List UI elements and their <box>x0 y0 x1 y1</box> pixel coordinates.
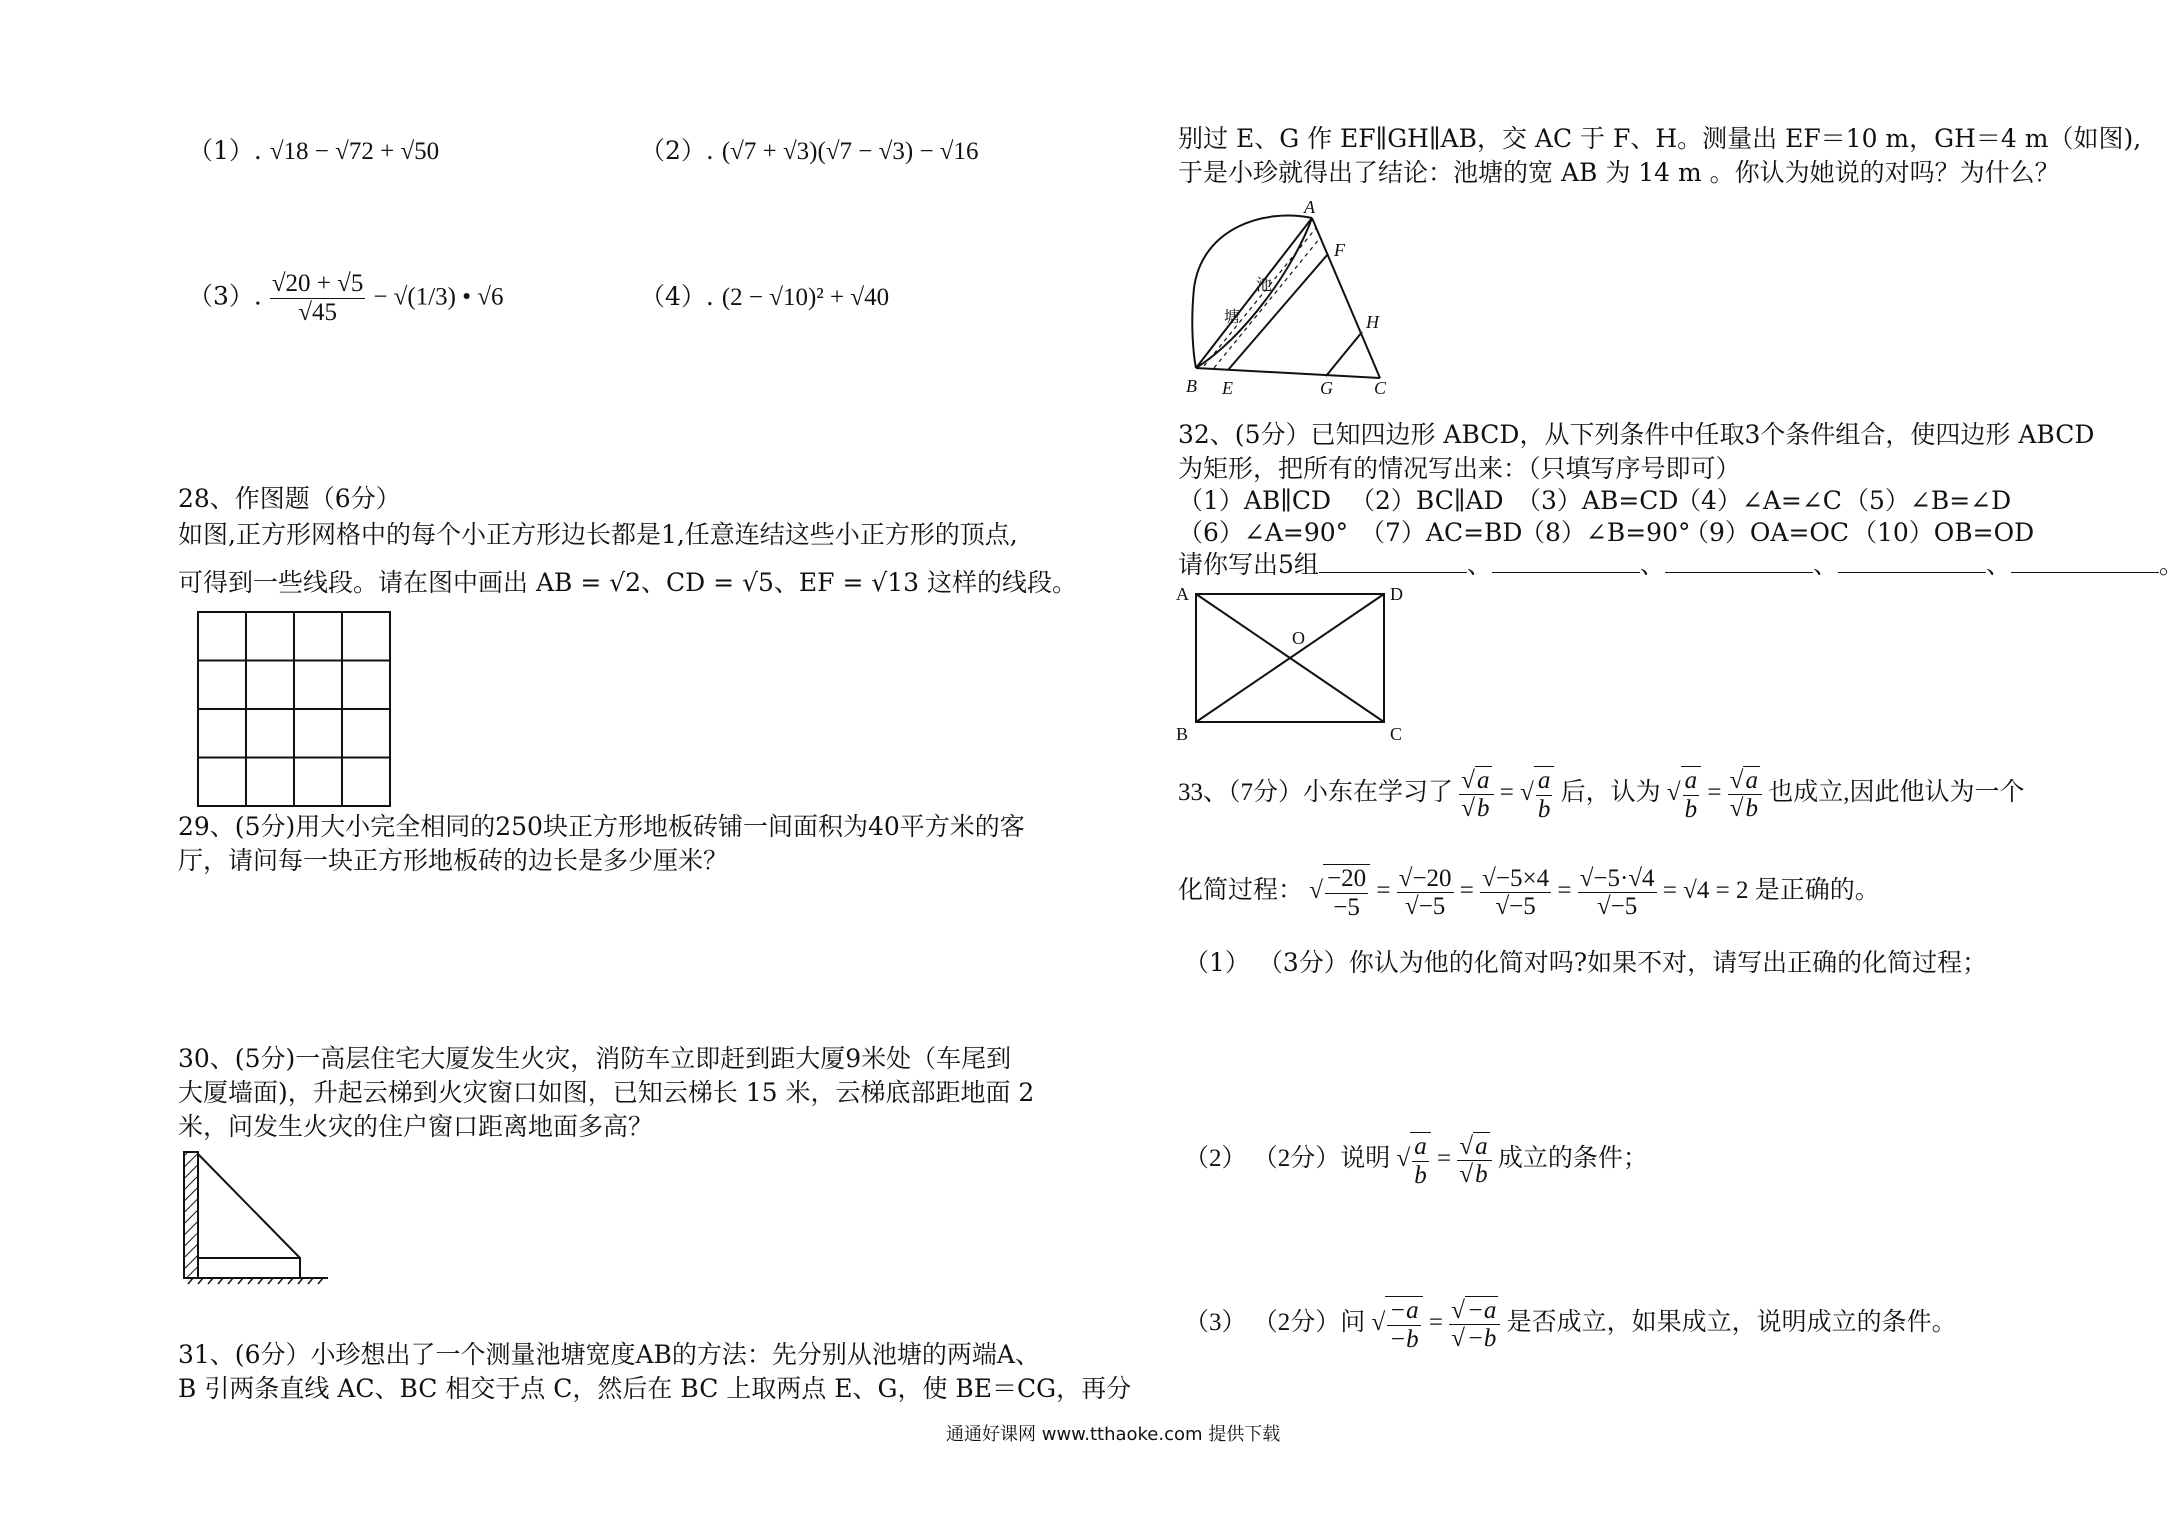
point-f-label: F <box>1334 240 1345 260</box>
part-2-fraction: $\frac{√a}{√b}$ <box>1457 1133 1491 1189</box>
problem-1-expression: √18 − √72 + √50 <box>269 138 440 165</box>
q32-condition-6: （6）∠A=90° <box>1178 518 1349 547</box>
pond-label-1: 池 <box>1256 277 1273 294</box>
simplify-step-2: $\frac{√-20}{√-5}$ <box>1398 864 1452 920</box>
q31-line-1: 31、(6分）小珍想出了一个测量池塘宽度AB的方法：先分别从池塘的两端A、 <box>178 1340 1040 1369</box>
q33-simplification: 化简过程： √ $\frac{-20}{-5}$ = $\frac{√-20}{√-5}$ = $\frac{√-5\times 4}{√-5}$ = $\frac{√-5\cdot√4}{√-5}$ = √4 = 2 是正确的。 <box>1178 864 1880 921</box>
separator: 、 <box>1639 550 1665 579</box>
separator: 、 <box>1812 550 1838 579</box>
q33-intro-1: 33、（7分）小东在学习了 <box>1178 779 1454 807</box>
q28-line-1: 如图,正方形网格中的每个小正方形边长都是1,任意连结这些小正方形的顶点, <box>178 520 1018 549</box>
answer-blank-2[interactable] <box>1492 552 1640 573</box>
part-3-suffix: 是否成立，如果成立，说明成立的条件。 <box>1506 1309 1957 1337</box>
simplify-label: 化简过程： <box>1178 877 1304 905</box>
q33-intro-3: 也成立,因此他认为一个 <box>1768 779 2025 807</box>
q32-condition-1: （1）AB∥CD <box>1178 486 1332 515</box>
pond-figure <box>1184 198 1406 398</box>
q29-line-2: 厅，请问每一块正方形地板砖的边长是多少厘米？ <box>178 846 729 875</box>
part-2-prefix: （2） （2分）说明 <box>1184 1145 1391 1173</box>
sqrt-fraction-a-over-b-2: $\frac{a}{b}$ <box>1681 766 1702 823</box>
point-e-label: E <box>1222 378 1233 398</box>
problem-1-label: （1）. <box>188 136 262 165</box>
fire-ladder-figure <box>180 1148 332 1286</box>
vertex-b-label: B <box>1176 724 1189 744</box>
q33-part-2: （2） （2分）说明 √ $\frac{a}{b}$ = $\frac{√a}{√b}$ 成立的条件； <box>1184 1132 1648 1189</box>
part-2-sqrt-fraction: $\frac{a}{b}$ <box>1410 1132 1431 1189</box>
problem-3-denominator: √45 <box>298 298 337 326</box>
problem-1 <box>188 136 439 167</box>
point-c-label: C <box>1374 378 1387 398</box>
q29-line-1: 29、(5分)用大小完全相同的250块正方形地板砖铺一间面积为40平方米的客 <box>178 812 1025 841</box>
simplify-step-3: $\frac{√-5\times 4}{√-5}$ <box>1482 864 1550 920</box>
period: 。 <box>2158 550 2184 579</box>
vertex-a-label: A <box>1176 584 1189 604</box>
problem-3 <box>188 270 503 326</box>
q33-intro: 33、（7分）小东在学习了 $\frac{√a}{√b}$ = √ $\frac{a}{b}$ 后，认为 √ $\frac{a}{b}$ = $\frac{√a}{√b}$ 也成立,因此他认为一个 <box>1178 766 2025 823</box>
problem-3-numerator: √20 + √5 <box>271 270 364 297</box>
q30-line-3: 米，问发生火灾的住户窗口距离地面多高？ <box>178 1112 654 1141</box>
answer-blank-5[interactable] <box>2011 552 2159 573</box>
problem-4-expression: (2 − √10)² + √40 <box>721 284 890 311</box>
problem-3-rest: − √(1/3) • √6 <box>373 283 504 311</box>
q32-line-2: 为矩形，把所有的情况写出来：（只填写序号即可） <box>1178 454 1741 483</box>
part-3-sqrt-fraction: $\frac{-a}{-b}$ <box>1385 1296 1422 1353</box>
vertex-c-label: C <box>1390 724 1403 744</box>
q32-condition-7: （7）AC=BD <box>1360 518 1523 547</box>
q28-title: 28、作图题（6分） <box>178 484 401 513</box>
q33-intro-2: 后，认为 <box>1560 779 1661 807</box>
problem-4-label: （4）. <box>640 282 714 311</box>
separator: 、 <box>1985 550 2011 579</box>
q33-part-3: （3） （2分）问 √ $\frac{-a}{-b}$ = $\frac{√-a}{√-b}$ 是否成立，如果成立，说明成立的条件。 <box>1184 1296 1957 1353</box>
footer: 通通好课网 www.tthaoke.com 提供下载 <box>946 1424 1281 1445</box>
simplify-step-1: $\frac{-20}{-5}$ <box>1323 864 1370 921</box>
problem-2 <box>640 136 979 167</box>
point-a-label: A <box>1304 197 1315 217</box>
problem-2-expression: (√7 + √3)(√7 − √3) − √16 <box>721 138 979 165</box>
q28-line-2: 可得到一些线段。请在图中画出 AB = √2、CD = √5、EF = √13 这样的线段。 <box>178 568 1078 597</box>
square-grid-figure <box>196 610 392 808</box>
point-b-label: B <box>1186 376 1197 396</box>
point-g-label: G <box>1320 378 1333 398</box>
fraction-sqrt-a-over-sqrt-b-2: $\frac{√a}{√b}$ <box>1728 767 1762 823</box>
q32-line-1: 32、(5分）已知四边形 ABCD，从下列条件中任取3个条件组合，使四边形 ABCD <box>1178 420 2095 449</box>
problem-3-label: （3）. <box>188 281 262 311</box>
separator: 、 <box>1466 550 1492 579</box>
answer-blank-3[interactable] <box>1665 552 1813 573</box>
q31-line-2: B 引两条直线 AC、BC 相交于点 C，然后在 BC 上取两点 E、G，使 BE＝CG，再分 <box>178 1374 1132 1403</box>
sqrt-fraction-a-over-b: $\frac{a}{b}$ <box>1534 766 1555 823</box>
q31-line-4: 于是小珍就得出了结论：池塘的宽 AB 为 14 m 。你认为她说的对吗？为什么？ <box>1178 158 2060 187</box>
vertex-d-label: D <box>1390 584 1403 604</box>
point-h-label: H <box>1366 312 1379 332</box>
q30-line-1: 30、(5分)一高层住宅大厦发生火灾，消防车立即赶到距大厦9米处（车尾到 <box>178 1044 1012 1073</box>
q32-condition-9: （9）OA=OC <box>1684 518 1850 547</box>
q32-condition-2: （2）BC∥AD <box>1350 486 1504 515</box>
q32-condition-3: （3）AB=CD <box>1516 486 1679 515</box>
q32-condition-10: （10）OB=OD <box>1852 518 2035 547</box>
fraction-sqrt-a-over-sqrt-b: $\frac{√a}{√b}$ <box>1459 767 1493 823</box>
part-3-fraction: $\frac{√-a}{√-b}$ <box>1449 1297 1500 1353</box>
q31-line-3: 别过 E、G 作 EF∥GH∥AB，交 AC 于 F、H。测量出 EF＝10 m，GH＝4 m（如图), <box>1178 124 2142 153</box>
center-o-label: O <box>1292 628 1305 648</box>
q32-condition-8: （8）∠B=90° <box>1520 518 1691 547</box>
q32-condition-5: （5）∠B=∠D <box>1844 486 2012 515</box>
q32-answer-line <box>1178 550 2184 580</box>
part-2-suffix: 成立的条件； <box>1497 1145 1648 1173</box>
rectangle-figure <box>1174 582 1414 742</box>
q33-part-1: （1） （3分）你认为他的化简对吗?如果不对，请写出正确的化简过程； <box>1184 948 1988 977</box>
problem-4 <box>640 282 889 313</box>
pond-label-2: 塘 <box>1224 309 1241 326</box>
simplify-step-4: $\frac{√-5\cdot√4}{√-5}$ <box>1579 864 1655 920</box>
part-3-prefix: （3） （2分）问 <box>1184 1309 1366 1337</box>
simplify-end: = √4 = 2 是正确的。 <box>1662 877 1880 905</box>
q32-condition-4: （4）∠A=∠C <box>1676 486 1842 515</box>
problem-3-fraction <box>270 270 366 326</box>
answer-blank-1[interactable] <box>1319 552 1467 573</box>
problem-2-label: （2）. <box>640 136 714 165</box>
answer-blank-4[interactable] <box>1838 552 1986 573</box>
q32-write-prompt: 请你写出5组 <box>1178 550 1319 579</box>
q30-line-2: 大厦墙面)，升起云梯到火灾窗口如图，已知云梯长 15 米，云梯底部距地面 2 <box>178 1078 1035 1107</box>
